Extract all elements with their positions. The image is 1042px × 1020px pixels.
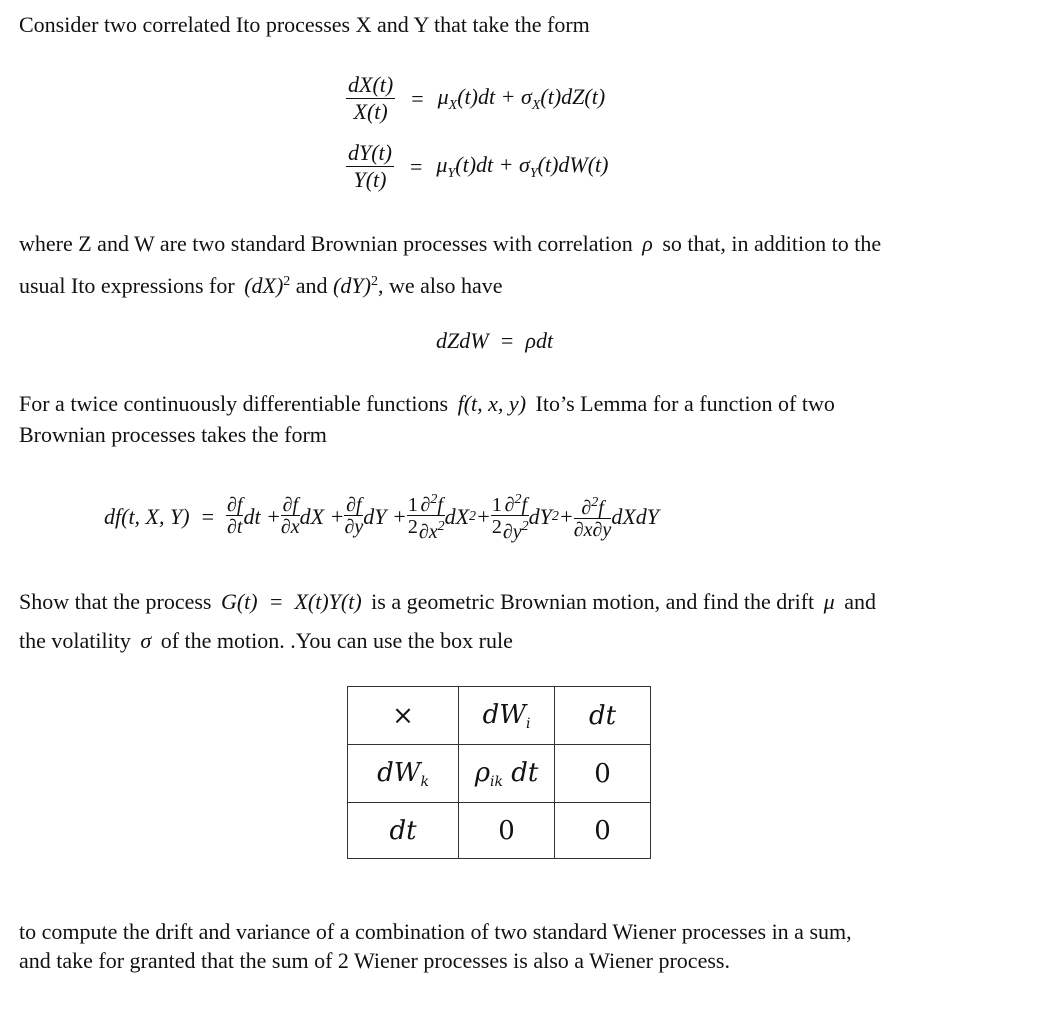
sde-y-equation	[346, 140, 609, 193]
correlation-paragraph-line2: usual Ito expressions for (dX)$^2$ and (dY)$^2$, we also have	[19, 273, 503, 298]
sde-x-equation	[346, 72, 605, 125]
lemma-lhs: df(t, X, Y)	[104, 503, 190, 529]
sde-x-numerator: dX(t)	[348, 72, 394, 97]
question-line1: Show that the process G(t) = X(t)Y(t) is a geometric Brownian motion, and find the drift μ and	[19, 589, 876, 614]
box-header-dwi: $dW_i$	[459, 687, 555, 745]
box-corner: ×	[348, 687, 459, 745]
box-row-dt: dt	[348, 803, 459, 859]
lemma-intro-line1: For a twice continuously differentiable functions f(t, x, y) Ito’s Lemma for a function of two	[19, 391, 835, 416]
box-cell-r2-c1: 0	[459, 803, 555, 859]
sde-x-denominator: X(t)	[353, 99, 388, 124]
box-rule-table	[347, 686, 651, 859]
sde-x-rhs: $\mu_X(t)dt + \sigma_X(t)dZ(t)$	[437, 83, 606, 113]
sde-y-equals: =	[410, 153, 423, 179]
ito-lemma-equation: df(t, X, Y) = $\frac{\partial f}{\partial t}$ dt + $\frac{\partial f}{\partial x}$ dX + $\frac{\partial f}{\partial y}$ dY + $\frac{1}{2}$ $\frac{\partial^2f}{\partial x^2}$ dX 2 + $\frac{1}{2}$ $\frac{\partial^2f}{\partial y^2}$ dY 2 + $\frac{\partial^2f}{\partial x\partial y}$ dXdY	[104, 492, 659, 543]
sde-y-rhs: $\mu_Y(t)dt + \sigma_Y(t)dW(t)$	[436, 151, 609, 181]
lemma-intro-line2: Brownian processes takes the form	[19, 422, 327, 447]
box-cell-rho-dt: $\rho_{ik}$ dt	[459, 745, 555, 803]
rho-symbol: ρ	[642, 231, 653, 256]
closing-line1: to compute the drift and variance of a combination of two standard Wiener processes in a sum,	[19, 919, 852, 944]
sde-y-numerator: dY(t)	[348, 140, 392, 165]
intro-text: Consider two correlated Ito processes X and Y that take the form	[19, 12, 590, 37]
sde-x-equals: =	[411, 85, 424, 111]
sde-y-denominator: Y(t)	[353, 167, 387, 192]
correlation-paragraph-line1: where Z and W are two standard Brownian processes with correlation ρ so that, in addition to the	[19, 231, 882, 256]
box-cell-r1-c2: 0	[555, 745, 651, 803]
correlation-equation: dZdW = ρdt	[436, 328, 554, 353]
question-line2: the volatility σ of the motion. .You can use the box rule	[19, 628, 513, 653]
sde-y-fraction	[346, 140, 394, 193]
closing-line2: and take for granted that the sum of 2 Wiener processes is also a Wiener process.	[19, 948, 730, 973]
sde-x-fraction	[346, 72, 395, 125]
box-header-dt: dt	[555, 687, 651, 745]
box-cell-r2-c2: 0	[555, 803, 651, 859]
box-row-dwk: $dW_k$	[348, 745, 459, 803]
